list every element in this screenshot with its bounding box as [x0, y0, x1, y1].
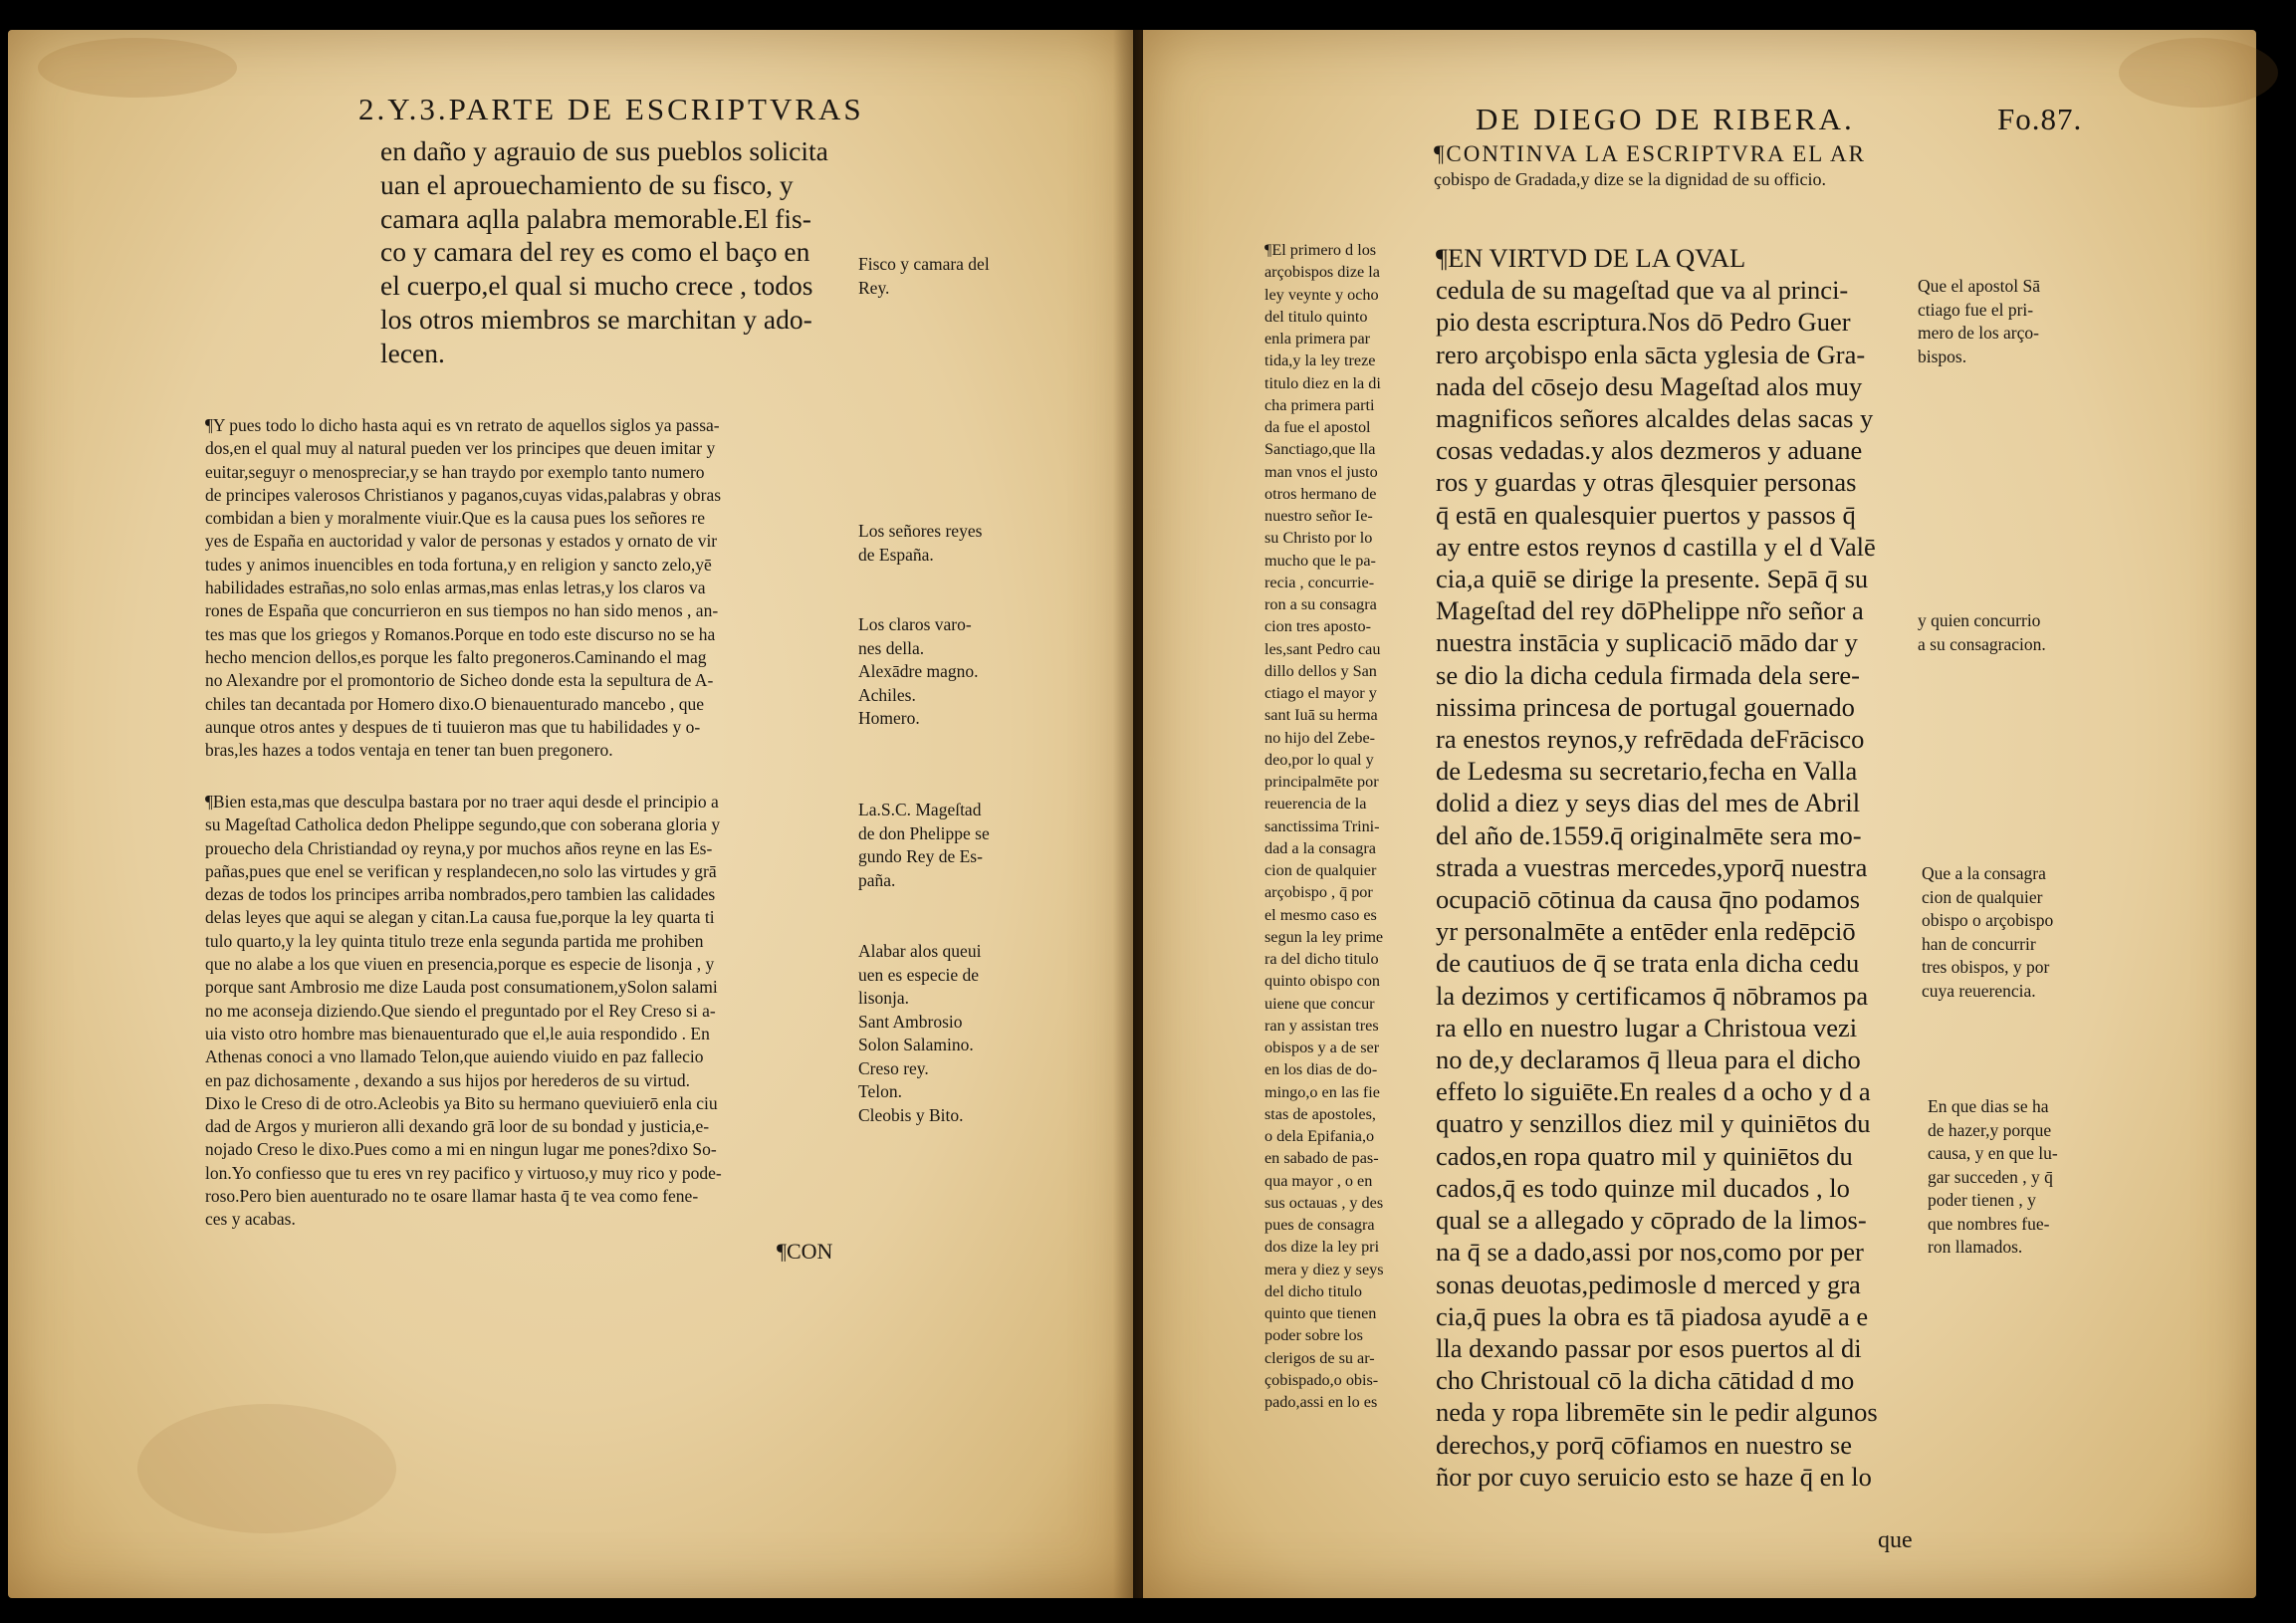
inner-margin-note: ¶El primero d los arçobispos dize la ley veynte y ocho del titulo quinto enla primera par tida,y la ley treze titulo diez en la di cha primera parti da fue el apostol Sanctiago,que lla man vnos el justo otros hermano de nuestro señor Ie- su Christo por lo mucho que le pa- recia , concurrie- ron a su consagra cion tres aposto- les,sant Pedro cau dillo dellos y San ctiago el mayor y sant Iuā su herma no hijo del Zebe- deo,por lo qual y principalmēte por reuerencia de la sanctissima Trini- dad a la consagra cion de qualquier arçobispo , q̄ por el mesmo caso es segun la ley prime ra del dicho titulo quinto obispo con uiene que concur ran y assistan tres obispos y a de ser en los dias de do- mingo,o en las fie stas de apostoles, o dela Epifania,o en sabado de pas- qua mayor , o en sus octauas , y des pues de consagra dos dize la ley pri mera y diez y seys del dicho titulo quinto que tienen poder sobre los clerigos de su ar- çobispado,o obis- pado,assi en lo es — [1264, 241, 1384, 1411]
side-note-fisco: Fisco y camara del Rey. — [858, 254, 990, 298]
folio-number: Fo.87. — [1997, 102, 2083, 136]
side-note-consagracion: Que a la consagra cion de qualquier obispo o arçobispo han de concurrir tres obispos, y por cuya reuerencia. — [1922, 863, 2054, 1001]
right-running-header: DE DIEGO DE RIBERA. — [1476, 102, 1855, 136]
left-running-header: 2.Y.3.PARTE DE ESCRIPTVRAS — [358, 92, 864, 126]
left-page — [8, 30, 1133, 1598]
right-page — [1143, 30, 2256, 1598]
side-note-dias: En que dias se ha de hazer,y porque causa, y en que lu- gar succeden , y q̄ poder tienen , y que nombres fue- ron llamados. — [1928, 1096, 2058, 1257]
left-catchword: ¶CON — [777, 1239, 833, 1264]
side-note-concurrio: y quien concurrio a su consagracion. — [1918, 610, 2046, 654]
right-catchword: que — [1878, 1527, 1913, 1553]
side-note-alabar: Alabar alos queui uen es especie de lisonja. Sant Ambrosio Solon Salamino. Creso rey. Telon. Cleobis y Bito. — [858, 941, 982, 1125]
opening-paragraph: en daño y agrauio de sus pueblos solicita uan el aprouechamiento de su fisco, y camara aqlla palabra memorable.El fis- co y camara del rey es como el baço en el cuerpo,el qual si mucho crece , todos los otros miembros se marchitan y ado- lecen. — [380, 135, 828, 368]
side-note-reyes: Los señores reyes de España. — [858, 521, 983, 565]
section-subheading: ¶CONTINVA LA ESCRIPTVRA EL AR — [1434, 141, 1866, 166]
paragraph-2: ¶Y pues todo lo dicho hasta aqui es vn retrato de aquellos siglos ya passa- dos,en el qual muy al natural pueden ver los principes que deuen imitar y euitar,seguyr o menospreciar,y se han traydo por exemplo tanto numero de principes valerosos Christianos y paganos,cuyas vidas,palabras y obras combidan a bien y moralmente viuir.Que es la causa pues los señores re yes de España en auctoridad y valor de personas y estados y ornato de vir tudes y animos inuencibles en toda fortuna,y en religion y sancto zelo,yē habilidades estrañas,no solo enlas armas,mas enlas letras,y los claros va rones de España que concurrieron en sus tiempos no han sido menos , an- tes mas que los griegos y Romanos.Porque en todo este discurso no se ha hecho mencion dellos,es porque les falto pregoneros.Caminando el mag no Alexandre por el promontorio de Sicheo donde esta la sepultura de A- chiles tan decantada por Homero dixo.O bienauenturado mancebo , que aunque otros antes y despues de ti tuuieron mas que tu habilidades y o- bras,les hazes a todos ventaja en tener tan buen pregonero. — [205, 415, 722, 761]
side-note-claros: Los claros varo- nes della. Alexādre magno. Achiles. Homero. — [858, 614, 979, 728]
paragraph-3: ¶Bien esta,mas que desculpa bastara por no traer aqui desde el principio a su Mageſtad Catholica dedon Phelippe segundo,que con soberana gloria y prouecho dela Christiandad oy reyna,y por muchos años reyne en las Es- pañas,pues que enel se verifican y resplandecen,no solo las virtudes y grā dezas de todos los principes arriba nombrados,pero tambien las calidades delas leyes que aqui se alegan y citan.La causa fue,porque la ley quarta ti tulo quarto,y la ley quinta titulo treze enla segunda partida me prohiben que no alabe a los que viuen en presencia,porque es especie de lisonja , y porque sant Ambrosio me dize Lauda post consumationem,ySolon salami no me aconseja diziendo.Que siendo el preguntado por el Rey Creso si a- uia visto otro hombre mas bienauenturado que el,le auia respondido . En Athenas conoci a vno llamado Telon,que auiendo viuido en paz fallecio en paz dichosamente , dexando a sus hijos por herederos de su virtud. Dixo le Creso di de otro.Acleobis ya Bito su hermano queviuierō enla ciu dad de Argos y murieron alli dexando grā loor de su bondad y justicia,e- nojado Creso le dixo.Pues como a mi en ningun lugar me pones?dixo So- lon.Yo confiesso que tu eres vn rey pacifico y virtuoso,y muy rico y pode- roso.Pero bien auenturado no te osare llamar hasta q̄ te vea como fene- ces y acabas. — [205, 792, 722, 1230]
main-text: ¶EN VIRTVD DE LA QVAL cedula de su mageſtad que va al princi- pio desta escriptura.Nos dō Pedro Guer rero arçobispo enla sācta yglesia de Gra- nada del cōsejo desu Mageſtad alos muy magnificos señores alcaldes delas sacas y cosas vedadas.y alos dezmeros y aduane ros y guardas y otras q̄lesquier personas q̄ estā en qualesquier puertos y passos q̄ ay entre estos reynos d castilla y el d Valē cia,a quiē se dirige la presente. Sepā q̄ su Mageſtad del rey dōPhelippe nr̃o señor a nuestra instācia y suplicaciō mādo dar y se dio la dicha cedula firmada dela sere- nissima princesa de portugal gouernado ra enestos reynos,y refrēdada deFrācisco de Ledesma su secretario,fecha en Valla dolid a diez y seys dias del mes de Abril del año de.1559.q̄ originalmēte sera mo- strada a vuestras mercedes,yporq̄ nuestra ocupaciō cōtinua da causa q̄no podamos yr personalmēte a entēder enla redēpciō de cautiuos de q̄ se trata enla dicha cedu la dezimos y certificamos q̄ nōbramos pa ra ello en nuestro lugar a Christoua vezi no de,y declaramos q̄ lleua para el dicho effeto lo siguiēte.En reales d a ocho y d a quatro y senzillos diez mil y quiniētos du cados,en ropa quatro mil y quiniētos du cados,q̄ es todo quinze mil ducados , lo qual se a allegado y cōprado de la limos- na q̄ se a dado,assi por nos,como por per sonas deuotas,pedimosle d merced y gra cia,q̄ pues la obra es tā piadosa ayudē a e lla dexando passar por esos puertos al di cho Christoual cō la dicha cātidad d mo neda y ropa libremēte sin le pedir algunos derechos,y porq̄ cōfiamos en nuestro se ñor por cuyo seruicio esto se haze q̄ en lo — [1436, 243, 1878, 1492]
side-note-magestad: La.S.C. Mageſtad de don Phelippe se gundo Rey de Es- paña. — [858, 800, 990, 890]
section-subheading-line2: çobispo de Gradada,y dize se la dignidad de su officio. — [1434, 169, 1827, 189]
side-note-apostol: Que el apostol Sā ctiago fue el pri- mero de los arço- bispos. — [1918, 276, 2040, 366]
